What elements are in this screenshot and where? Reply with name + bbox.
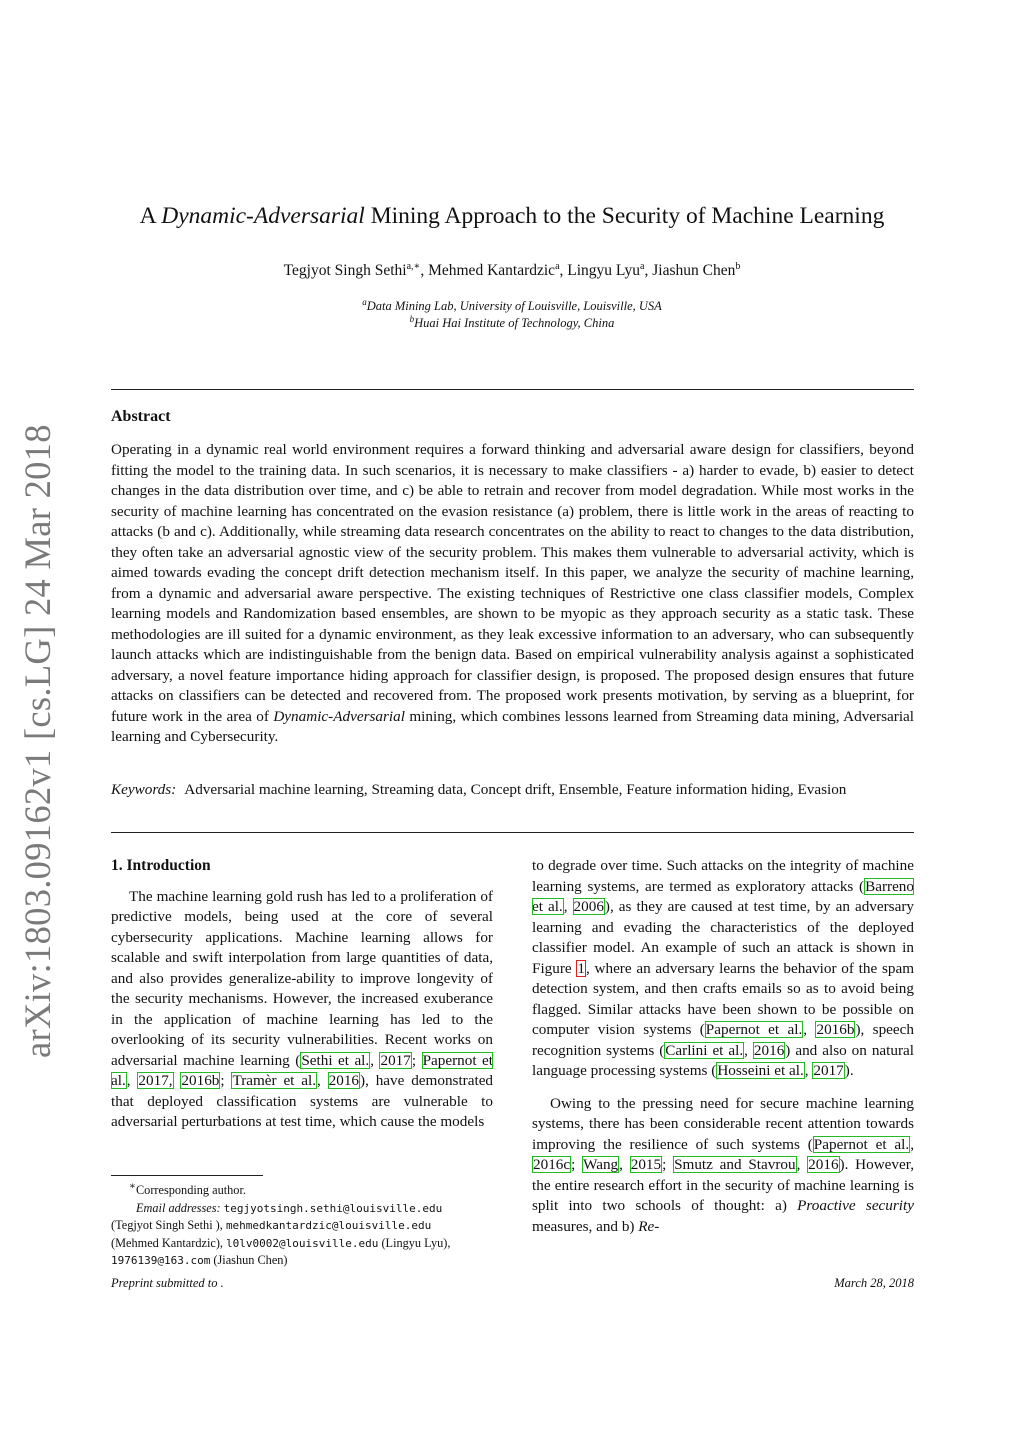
intro-paragraph: Owing to the pressing need for secure machine learning systems, there has been considerable recent attention towards improving the resilience of such systems (Papernot et al., 2016c; Wang, 2015; Smutz and Stavrou, 2016). However, the entire research effort in the security of machine learning is split into two schools of thought: a) Proactive security measures, and b) Re- [532,1094,914,1235]
citation-link[interactable]: 2016 [753,1041,785,1059]
citation-link[interactable]: 2017 [813,1062,844,1079]
keywords-label: Keywords: [111,781,177,798]
citation-link[interactable]: Wang [583,1156,619,1173]
email-address[interactable]: tegjyotsingh.sethi@louisville.edu [223,1201,443,1215]
left-column [111,856,493,1133]
citation-link[interactable]: 2016 [808,1156,839,1173]
footer-date: March 28, 2018 [834,1276,914,1290]
citation-link[interactable]: 2016b [181,1072,220,1089]
intro-paragraph: to degrade over time. Such attacks on the integrity of machine learning systems, are termed as exploratory attacks (Barreno et al., 2006), as they are caused at test time, by an adversary learning and evading the characteristics of the deployed classifier model. An example of such an attack is shown in Figure 1, where an adversary learns the behavior of the spam detection system, and then crafts emails so as to avoid being flagged. Similar attacks have been shown to be possible on computer vision systems (Papernot et al., 2016b), speech recognition systems (Carlini et al., 2016) and also on natural language processing systems (Hosseini et al., 2017). [532,857,915,1079]
author-list: Tegjyot Singh Sethi$^{a,∗}$, Mehmed Kantardzic$^a$, Lingyu Lyu$^a$, Jiashun Chen$^b$ [283,261,741,280]
citation-link[interactable]: 2017, [138,1072,173,1089]
title-emphasis: Dynamic-Adversarial [161,203,365,229]
arxiv-side-stamp: arXiv:1803.09162v1 [cs.LG] 24 Mar 2018 [17,424,58,1058]
divider [111,389,914,390]
author-name: Tegjyot Singh Sethi [283,262,407,280]
citation-link[interactable]: 2015 [630,1156,662,1173]
citation-link[interactable]: 2006 [573,898,604,915]
email-address[interactable]: 1976139@163.com [111,1254,211,1268]
citation-link[interactable]: Smutz and Stavrou [674,1156,796,1173]
email-address[interactable]: l0lv0002@louisville.edu [226,1236,379,1250]
abstract-heading: Abstract [111,408,171,425]
paper-title: A Dynamic-Adversarial Mining Approach to the Security of Machine Learning [139,203,885,229]
author-name: Lingyu Lyu [567,262,641,280]
abstract-text: Operating in a dynamic real world environment requires a forward thinking and adversarial aware design for classifiers, beyond fitting the model to the training data. In such scenarios, it is necessary to make classifiers - a) harder to evade, b) easier to detect changes in the data distribution over time, and c) be able to retrain and recover from model degradation. While most works in the security of machine learning has concentrated on the evasion resistance (a) problem, there is little work in the areas of reacting to attacks (b and c). Additionally, while streaming data research concentrates on the ability to react to changes to the data distribution, they often take an adversarial agnostic view of the security problem. This makes them vulnerable to adversarial activity, which is aimed towards evading the concept drift detection mechanism itself. In this paper, we analyze the security of machine learning, from a dynamic and adversarial aware perspective. The existing techniques of Restrictive one class classifier models, Complex learning models and Randomization based ensembles, are shown to be myopic as they approach security as a static task. These methodologies are ill suited for a dynamic environment, as they leak excessive information to an adversary, who can subsequently launch attacks which are indistinguishable from the benign data. Based on empirical vulnerability analysis against a sophisticated adversary, a novel feature importance hiding approach for classifier design, is proposed. The proposed design ensures that future attacks on classifiers can be detected and recovered from. The proposed work presents motivation, by serving as a blueprint, for future work in the area of Dynamic-Adversarial mining, which combines lessons learned from Streaming data mining, Adversarial learning and Cybersecurity. [111,441,914,745]
citation-link[interactable]: Hosseini et al. [717,1062,804,1079]
citation-link[interactable]: 2016c [533,1156,571,1173]
citation-link[interactable]: Barreno et al. [532,877,914,915]
citation-link[interactable]: Carlini et al. [665,1041,744,1059]
intro-paragraph: The machine learning gold rush has led to a proliferation of predictive models, being used at the core of several cybersecurity applications. Machine learning allows for scalable and swift interpolation from large quantities of data, and also provides generalize-ability to improve longevity of the security mechanisms. However, the increased exuberance in the application of machine learning has led to the overlooking of its security vulnerabilities. Recent works on adversarial machine learning (Sethi et al., 2017; Papernot et al., 2017, 2016b; Tramèr et al., 2016), have demonstrated that deployed classification systems are vulnerable to adversarial perturbations at test time, which cause the models [111,887,494,1130]
email-address[interactable]: mehmedkantardzic@louisville.edu [225,1219,432,1233]
affiliation: $^b$Huai Hai Institute of Technology, China [409,314,615,331]
footer-preprint: Preprint submitted to . [111,1276,224,1290]
footnote-divider [111,1175,263,1176]
citation-link[interactable]: 2016 [328,1072,360,1089]
author-name: Mehmed Kantardzic [428,262,556,280]
citation-link[interactable]: Sethi et al. [301,1051,370,1069]
citation-link[interactable]: Papernot et al. [813,1135,910,1153]
citation-link[interactable]: Papernot et al. [705,1021,803,1038]
citation-link[interactable]: 2016b [816,1021,855,1038]
keywords: Keywords: Adversarial machine learning, Streaming data, Concept drift, Ensemble, Feature information hiding, Evasion [111,781,847,798]
figure-reference-link[interactable]: 1 [577,959,585,977]
affiliation: $^a$Data Mining Lab, University of Louisville, Louisville, USA [362,297,662,314]
divider [111,832,914,833]
section-heading: 1. Introduction [111,857,211,874]
citation-link[interactable]: 2017 [380,1051,411,1069]
author-name: Jiashun Chen [652,262,736,280]
citation-link[interactable]: Tramèr et al. [232,1072,316,1089]
citation-link[interactable]: Papernot et al. [111,1051,493,1089]
footnote: ∗Corresponding author. Email addresses: tegjyotsingh.sethi@louisville.edu (Tegjyot Singh Sethi ), mehmedkantardzic@louisville.edu (Mehmed Kantardzic), l0lv0002@louisville.edu (Lingyu Lyu), 1976139@163.com (Jiashun Chen) [111,1181,451,1268]
right-column [532,856,914,1237]
